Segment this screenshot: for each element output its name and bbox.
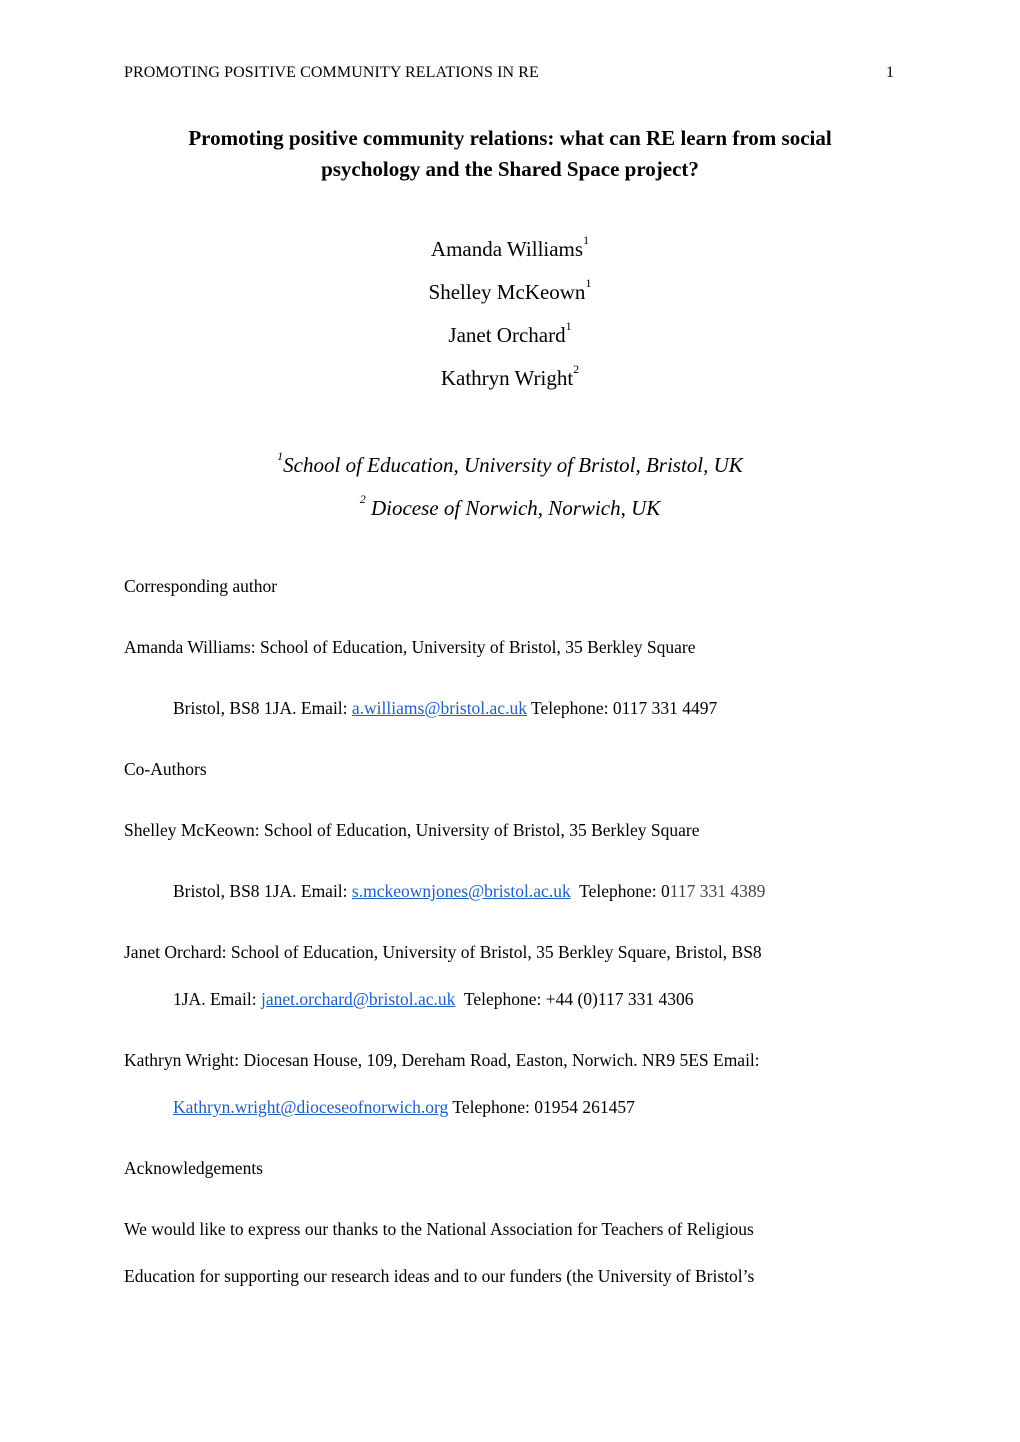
author-name: Kathryn Wright: [440, 366, 574, 390]
mckeown-address-line-2: [173, 881, 765, 902]
wright-address-line-2: [173, 1097, 635, 1118]
telephone-number: 117 331 4389: [669, 881, 766, 901]
affiliation-2: [0, 492, 1020, 521]
telephone-text: Telephone: 01954 261457: [448, 1097, 635, 1117]
author-name: Janet Orchard: [448, 323, 566, 347]
running-head: PROMOTING POSITIVE COMMUNITY RELATIONS IN RE: [124, 64, 539, 81]
author-affil-mark: 2: [573, 362, 580, 376]
corresponding-address-line-1: Amanda Williams: School of Education, University of Bristol, 35 Berkley Square: [124, 637, 696, 657]
telephone-text: Telephone: 0: [570, 881, 670, 901]
telephone-text: Telephone: +44 (0)117 331 4306: [455, 989, 694, 1009]
address-text: Bristol, BS8 1JA. Email:: [173, 881, 352, 901]
author-4: [0, 362, 1020, 391]
author-3: [0, 319, 1020, 348]
page-number: 1: [886, 64, 894, 81]
paper-title-line-1: Promoting positive community relations: what can RE learn from social: [188, 126, 832, 150]
acknowledgements-heading: Acknowledgements: [124, 1158, 263, 1178]
author-affil-mark: 1: [583, 233, 590, 247]
affiliation-text: School of Education, University of Bristol, Bristol, UK: [283, 453, 743, 477]
coauthors-heading: Co-Authors: [124, 759, 207, 779]
acknowledgements-line-1: We would like to express our thanks to the National Association for Teachers of Religious: [124, 1219, 754, 1239]
affiliation-text: Diocese of Norwich, Norwich, UK: [365, 496, 661, 520]
author-1: [0, 233, 1020, 262]
author-2: [0, 276, 1020, 305]
email-link-williams[interactable]: a.williams@bristol.ac.uk: [351, 698, 527, 718]
acknowledgements-line-2: Education for supporting our research ideas and to our funders (the University of Bristol’s: [124, 1266, 755, 1286]
affiliation-mark: 2: [359, 492, 366, 506]
author-affil-mark: 1: [565, 319, 572, 333]
orchard-address-line-1: Janet Orchard: School of Education, University of Bristol, 35 Berkley Square, Bristol, BS8: [124, 942, 762, 962]
corresponding-heading: Corresponding author: [124, 576, 278, 596]
telephone-text: Telephone: 0117 331 4497: [526, 698, 718, 718]
email-link-mckeown[interactable]: s.mckeownjones@bristol.ac.uk: [351, 881, 571, 901]
mckeown-address-line-1: Shelley McKeown: School of Education, University of Bristol, 35 Berkley Square: [124, 820, 700, 840]
corresponding-address-line-2: [173, 698, 717, 719]
author-affil-mark: 1: [585, 276, 592, 290]
affiliation-1: [0, 449, 1020, 478]
email-link-orchard[interactable]: janet.orchard@bristol.ac.uk: [260, 989, 456, 1009]
affiliation-mark: 1: [277, 449, 284, 463]
author-name: Shelley McKeown: [428, 280, 586, 304]
author-name: Amanda Williams: [430, 237, 584, 261]
address-text: 1JA. Email:: [173, 989, 261, 1009]
wright-address-line-1: Kathryn Wright: Diocesan House, 109, Dereham Road, Easton, Norwich. NR9 5ES Email:: [124, 1050, 760, 1070]
email-link-wright[interactable]: Kathryn.wright@dioceseofnorwich.org: [173, 1097, 449, 1117]
paper-title-line-2: psychology and the Shared Space project?: [321, 157, 699, 181]
orchard-address-line-2: [173, 989, 694, 1010]
address-text: Bristol, BS8 1JA. Email:: [173, 698, 352, 718]
